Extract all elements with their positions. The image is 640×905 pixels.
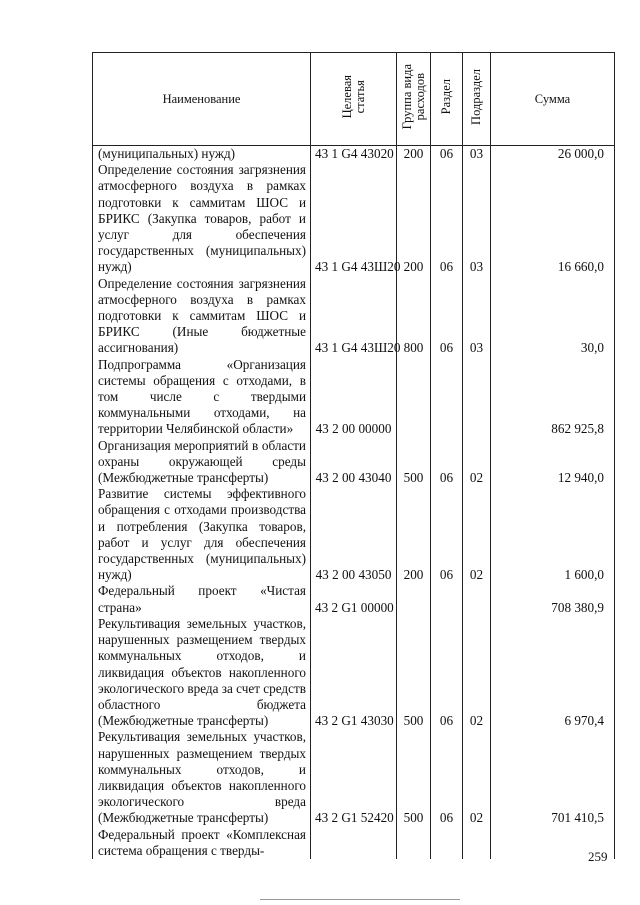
- budget-table: [92, 52, 615, 859]
- row-target: 43 2 G1 43030: [311, 616, 397, 729]
- row-section: 06: [431, 162, 463, 275]
- header-row: [93, 53, 615, 146]
- table-row: [93, 357, 615, 438]
- row-group: [397, 583, 431, 615]
- row-subsection: 02: [463, 729, 491, 826]
- row-target: 43 1 G4 43020: [311, 146, 397, 163]
- header-section: Раздел: [431, 53, 463, 146]
- row-group: [397, 827, 431, 859]
- row-section: 06: [431, 146, 463, 163]
- row-name: Организация мероприятий в области охраны окружающей среды (Межбюджетные трансферты): [93, 438, 311, 487]
- row-subsection: 03: [463, 276, 491, 357]
- header-target: Целевая статья: [311, 53, 397, 146]
- table-row: [93, 146, 615, 163]
- row-section: [431, 583, 463, 615]
- row-group: 500: [397, 729, 431, 826]
- row-name: Определение состояния загрязнения атмосферного воздуха в рамках подготовки к саммитам ШОС и БРИКС (Иные бюджетные ассигнования): [93, 276, 311, 357]
- row-section: 06: [431, 486, 463, 583]
- table-row: [93, 827, 615, 859]
- row-name: Определение состояния загрязнения атмосферного воздуха в рамках подготовки к саммитам ШОС и БРИКС (Закупка товаров, работ и услуг для обеспечения государственных (муниципальных) нужд): [93, 162, 311, 275]
- row-target: [311, 827, 397, 859]
- table-row: [93, 583, 615, 615]
- row-subsection: 02: [463, 438, 491, 487]
- row-group: 200: [397, 162, 431, 275]
- row-section: 06: [431, 616, 463, 729]
- row-group: [397, 357, 431, 438]
- row-name: Рекультивация земельных участков, нарушенных размещением твердых коммунальных отходов, и ликвидация объектов накопленного экологического вреда за счет средств областного бюджета (Межбюджетные трансферты): [93, 616, 311, 729]
- row-target: 43 2 00 43040: [311, 438, 397, 487]
- row-sum: 26 000,0: [491, 146, 615, 163]
- row-group: 500: [397, 438, 431, 487]
- row-target: 43 2 G1 00000: [311, 583, 397, 615]
- header-name: Наименование: [93, 53, 311, 146]
- header-group: Группа вида расходов: [397, 53, 431, 146]
- row-subsection: [463, 583, 491, 615]
- row-subsection: 03: [463, 146, 491, 163]
- row-target: 43 2 00 43050: [311, 486, 397, 583]
- row-sum: 862 925,8: [491, 357, 615, 438]
- row-name: Рекультивация земельных участков, нарушенных размещением твердых коммунальных отходов, и ликвидация объектов накопленного экологического вреда (Межбюджетные трансферты): [93, 729, 311, 826]
- row-sum: 6 970,4: [491, 616, 615, 729]
- row-subsection: [463, 357, 491, 438]
- page-number: 259: [588, 849, 608, 864]
- row-name: Подпрограмма «Организация системы обращения с отходами, в том числе с твердыми коммунальными отходами, на территории Челябинской области»: [93, 357, 311, 438]
- row-section: 06: [431, 276, 463, 357]
- row-name: Федеральный проект «Чистая страна»: [93, 583, 311, 615]
- footer-divider: [260, 899, 460, 900]
- row-target: 43 2 G1 52420: [311, 729, 397, 826]
- row-subsection: 02: [463, 486, 491, 583]
- row-group: 800: [397, 276, 431, 357]
- row-group: 500: [397, 616, 431, 729]
- row-target: 43 1 G4 43Ш20: [311, 162, 397, 275]
- table-row: [93, 438, 615, 487]
- row-name: Развитие системы эффективного обращения с отходами производства и потребления (Закупка товаров, работ и услуг для обеспечения государственных (муниципальных) нужд): [93, 486, 311, 583]
- row-sum: 12 940,0: [491, 438, 615, 487]
- row-subsection: 02: [463, 616, 491, 729]
- row-sum: 16 660,0: [491, 162, 615, 275]
- row-group: 200: [397, 486, 431, 583]
- row-subsection: 03: [463, 162, 491, 275]
- row-group: 200: [397, 146, 431, 163]
- row-sum: 30,0: [491, 276, 615, 357]
- row-section: 06: [431, 729, 463, 826]
- table-row: [93, 616, 615, 729]
- row-target: 43 1 G4 43Ш20: [311, 276, 397, 357]
- header-subsection: Подраздел: [463, 53, 491, 146]
- table-row: [93, 486, 615, 583]
- row-section: [431, 827, 463, 859]
- table-row: [93, 162, 615, 275]
- table-row: [93, 729, 615, 826]
- row-section: [431, 357, 463, 438]
- row-section: 06: [431, 438, 463, 487]
- header-sum: Сумма: [491, 53, 615, 146]
- row-name: (муниципальных) нужд): [93, 146, 311, 163]
- row-sum: 701 410,5: [491, 729, 615, 826]
- row-subsection: [463, 827, 491, 859]
- row-sum: 708 380,9: [491, 583, 615, 615]
- row-target: 43 2 00 00000: [311, 357, 397, 438]
- row-name: Федеральный проект «Комплексная система обращения с тверды-: [93, 827, 311, 859]
- table-row: [93, 276, 615, 357]
- row-sum: 1 600,0: [491, 486, 615, 583]
